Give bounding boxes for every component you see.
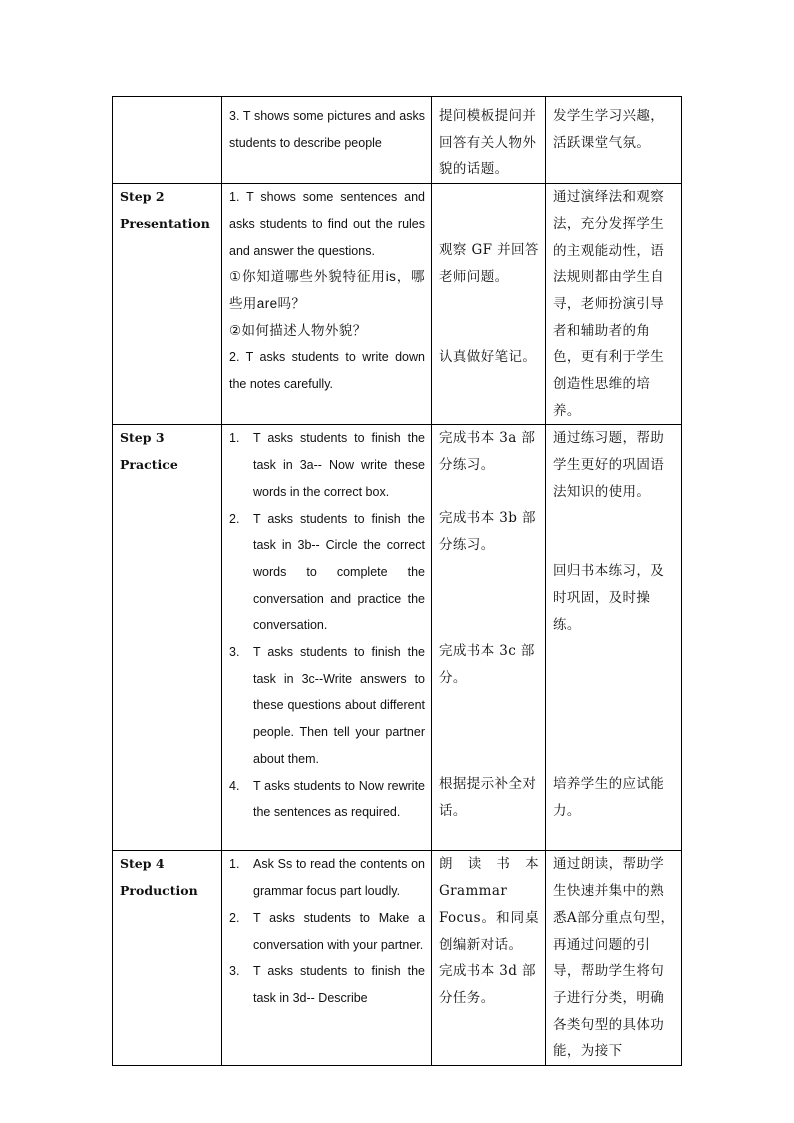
table-row xyxy=(113,97,682,184)
student-activity-item: 根据提示补全对话。 xyxy=(439,776,537,820)
teacher-activity-text: 3. T shows some pictures and asks students to describe people xyxy=(229,109,425,150)
design-intent-cell xyxy=(546,97,682,184)
list-item: 2. T asks students to finish the task in 3b-- Circle the correct words to complete the conversation and practice the conversation. xyxy=(229,511,425,633)
step-number: Step 4 xyxy=(120,856,165,872)
table-row xyxy=(113,184,682,425)
lesson-plan-table xyxy=(112,96,682,1066)
design-intent-cell xyxy=(546,425,682,851)
step-title: Presentation xyxy=(120,215,210,231)
step-title: Production xyxy=(120,883,198,899)
teacher-activity-item: 2. T asks students to write down the notes carefully. xyxy=(229,350,425,392)
student-activity-item: 认真做好笔记。 xyxy=(439,349,537,366)
design-intent-text: 通过演绎法和观察法，充分发挥学生的主观能动性，语法规则都由学生自寻，老师扮演引导者和辅助者的角色，更有利于学生创造性思维的培养。 xyxy=(553,189,665,419)
student-activity-item: 完成书本 3b 部分练习。 xyxy=(439,510,536,554)
teacher-activity-cell xyxy=(222,425,432,851)
student-activity-cell xyxy=(432,425,546,851)
student-activity-item: 朗读书本Grammar Focus。和同桌创编新对话。 xyxy=(439,856,539,953)
list-item: 1. T asks students to finish the task in 3a-- Now write these words in the correct box. xyxy=(229,431,425,499)
list-item: 3. T asks students to finish the task in 3c--Write answers to these questions about different people. Then tell your partner about them. xyxy=(229,645,425,766)
student-activity-item: 观察 GF 并回答老师问题。 xyxy=(439,242,539,286)
student-activity-item: 完成书本 3c 部分。 xyxy=(439,643,535,687)
design-intent-item: 培养学生的应试能力。 xyxy=(553,776,665,820)
list-item: 3. T asks students to finish the task in 3d-- Describe xyxy=(229,964,425,1005)
design-intent-text: 通过朗读，帮助学生快速并集中的熟悉A部分重点句型，再通过问题的引导，帮助学生将句子进行分类，明确各类句型的具体功能，为接下 xyxy=(553,856,675,1060)
student-activity-item: 完成书本 3a 部分练习。 xyxy=(439,430,536,474)
teacher-question: ②如何描述人物外貌？ xyxy=(229,322,367,338)
list-item: 1. Ask Ss to read the contents on grammar focus part loudly. xyxy=(229,857,425,899)
step-cell xyxy=(113,184,222,425)
design-intent-cell xyxy=(546,184,682,425)
teacher-activity-cell xyxy=(222,184,432,425)
teacher-activity-cell xyxy=(222,851,432,1066)
design-intent-item: 回归书本练习，及时巩固，及时操练。 xyxy=(553,563,665,633)
step-number: Step 3 xyxy=(120,430,165,446)
step-cell xyxy=(113,851,222,1066)
student-activity-cell xyxy=(432,97,546,184)
table-row xyxy=(113,425,682,851)
student-activity-text: 提问模板提问并回答有关人物外貌的话题。 xyxy=(439,108,537,178)
step-cell xyxy=(113,425,222,851)
design-intent-cell xyxy=(546,851,682,1066)
step-number: Step 2 xyxy=(120,189,165,205)
list-item: 4. T asks students to Now rewrite the sentences as required. xyxy=(229,778,425,820)
teacher-activity-cell xyxy=(222,97,432,184)
student-activity-cell xyxy=(432,851,546,1066)
step-title: Practice xyxy=(120,457,178,473)
list-item: 2. T asks students to Make a conversation with your partner. xyxy=(229,910,425,952)
student-activity-item: 完成书本 3d 部分任务。 xyxy=(439,963,536,1007)
teacher-question: ①你知道哪些外貌特征用is，哪些用are吗？ xyxy=(229,269,425,311)
design-intent-text: 发学生学习兴趣，活跃课堂气氛。 xyxy=(553,108,665,151)
student-activity-cell xyxy=(432,184,546,425)
design-intent-item: 通过练习题，帮助学生更好的巩固语法知识的使用。 xyxy=(553,430,665,500)
teacher-activity-item: 1. T shows some sentences and asks students to find out the rules and answer the questions. xyxy=(229,190,425,258)
table-row xyxy=(113,851,682,1066)
step-cell xyxy=(113,97,222,184)
